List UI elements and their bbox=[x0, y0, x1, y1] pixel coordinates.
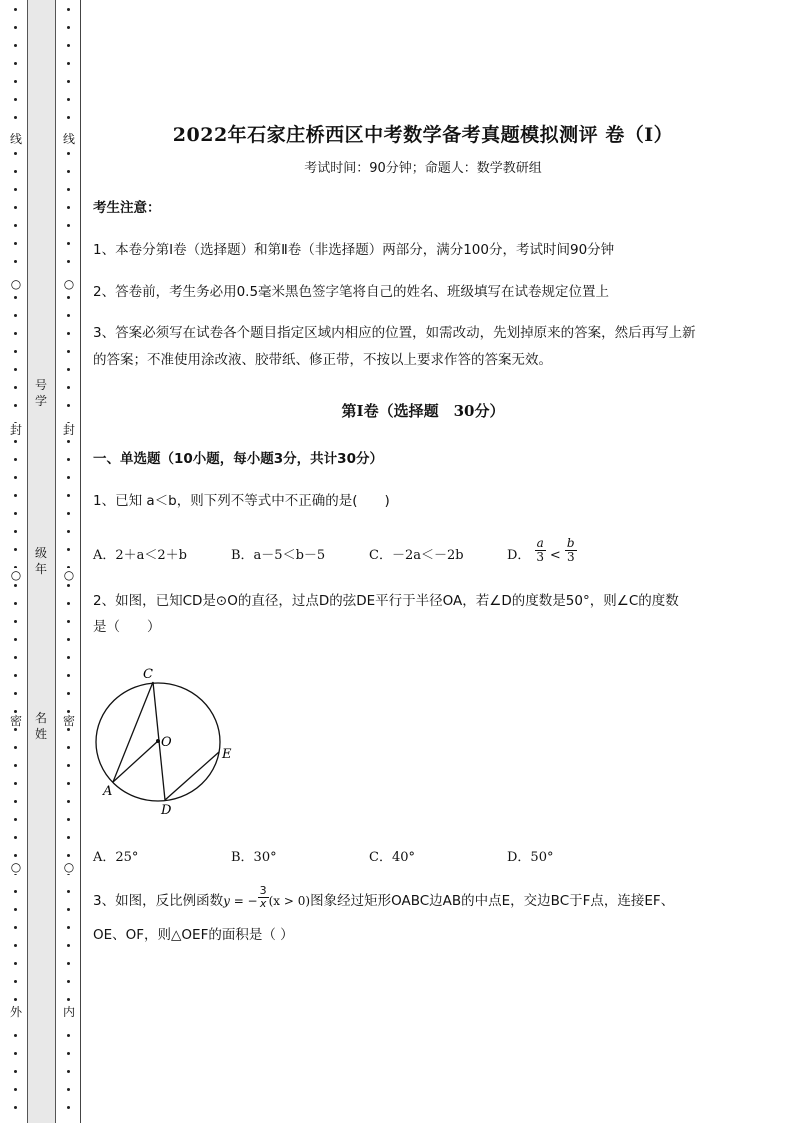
binding-dot bbox=[14, 8, 17, 11]
q3-frac-num: 3 bbox=[259, 883, 267, 897]
exam-subtitle: 考试时间：90分钟；命题人：数学教研组 bbox=[304, 161, 542, 176]
binding-dot bbox=[14, 152, 17, 155]
binding-dot bbox=[67, 1034, 70, 1037]
binding-dot bbox=[14, 980, 17, 983]
binding-dot bbox=[67, 746, 70, 749]
binding-dot bbox=[14, 638, 17, 641]
outer-char-xian: 线 bbox=[9, 132, 22, 146]
q2-label-o: O bbox=[161, 735, 172, 750]
inner-dotted-line bbox=[63, 0, 75, 1123]
binding-dot bbox=[67, 854, 70, 857]
binding-dot bbox=[67, 296, 70, 299]
binding-dot bbox=[67, 674, 70, 677]
binding-dot bbox=[14, 764, 17, 767]
q2-chord-ca bbox=[113, 682, 153, 782]
binding-dot bbox=[67, 98, 70, 101]
binding-dot bbox=[14, 890, 17, 893]
binding-dot bbox=[14, 170, 17, 173]
q1-option-d-label: D． bbox=[507, 548, 531, 563]
q2-option-d: D．50° bbox=[507, 850, 554, 865]
binding-dot bbox=[67, 584, 70, 587]
binding-dot bbox=[67, 1052, 70, 1055]
binding-dot bbox=[14, 746, 17, 749]
binding-dot bbox=[67, 476, 70, 479]
q3-stem-line1 bbox=[93, 883, 753, 915]
binding-dot bbox=[14, 944, 17, 947]
outer-circle-1: ○ bbox=[10, 277, 22, 291]
q3-stem-line2: OE、OF，则△OEF的面积是（ ） bbox=[93, 927, 294, 943]
binding-dot bbox=[67, 170, 70, 173]
binding-dot bbox=[14, 44, 17, 47]
q1-stem: 1、已知 a＜b，则下列不等式中不正确的是( ) bbox=[93, 493, 390, 509]
q2-label-e: E bbox=[222, 747, 232, 762]
binding-dot bbox=[67, 188, 70, 191]
q2-circle-figure bbox=[93, 660, 243, 820]
q2-option-c: C．40° bbox=[369, 850, 415, 865]
binding-dot bbox=[14, 296, 17, 299]
binding-dot bbox=[67, 224, 70, 227]
binding-dot bbox=[14, 998, 17, 1001]
q1-frac-b-num: b bbox=[566, 536, 575, 550]
binding-dot bbox=[67, 728, 70, 731]
inner-char-mi: 密 bbox=[62, 714, 75, 728]
outer-circle-3: ○ bbox=[10, 860, 22, 874]
binding-dot bbox=[67, 8, 70, 11]
inner-char-nei: 内 bbox=[62, 1005, 75, 1019]
inner-circle-1: ○ bbox=[63, 277, 75, 291]
binding-dot bbox=[67, 926, 70, 929]
q2-label-d: D bbox=[161, 803, 172, 818]
binding-dot bbox=[14, 656, 17, 659]
notice-item-3-line1: 3、答案必须写在试卷各个题目指定区域内相应的位置，如需改动，先划掉原来的答案，然后再写上新 bbox=[93, 325, 696, 341]
binding-dot bbox=[67, 998, 70, 1001]
binding-dot bbox=[14, 62, 17, 65]
q1-frac-a-den: 3 bbox=[536, 550, 544, 564]
binding-dot bbox=[14, 836, 17, 839]
outer-char-wai: 外 bbox=[9, 1005, 22, 1019]
exam-title: 2022年石家庄桥西区中考数学备考真题模拟测评 卷（Ⅰ） bbox=[172, 124, 674, 146]
binding-dot bbox=[67, 116, 70, 119]
binding-dot bbox=[14, 962, 17, 965]
binding-dot bbox=[14, 1088, 17, 1091]
q3-stem-post: 图象经过矩形OABC边AB的中点E，交边BC于F点，连接EF、 bbox=[310, 893, 675, 909]
binding-dot bbox=[14, 80, 17, 83]
q1-option-c: C．－2a＜－2b bbox=[369, 548, 464, 563]
binding-dot bbox=[14, 386, 17, 389]
binding-dot bbox=[67, 962, 70, 965]
binding-dot bbox=[67, 494, 70, 497]
inner-char-feng: 封 bbox=[62, 423, 75, 437]
binding-dot bbox=[14, 782, 17, 785]
q1-option-d-fraction-a bbox=[535, 537, 546, 564]
q2-label-c: C bbox=[143, 667, 153, 682]
binding-dot bbox=[67, 512, 70, 515]
binding-dot bbox=[14, 854, 17, 857]
section1-heading: 一、单选题（10小题，每小题3分，共计30分） bbox=[93, 451, 383, 467]
q2-option-b: B．30° bbox=[231, 850, 277, 865]
q3-frac-den: x bbox=[259, 896, 267, 910]
binding-dot bbox=[14, 458, 17, 461]
binding-dot bbox=[67, 404, 70, 407]
binding-dot bbox=[67, 1070, 70, 1073]
binding-dot bbox=[14, 674, 17, 677]
outer-char-feng: 封 bbox=[9, 423, 22, 437]
binding-dot bbox=[14, 224, 17, 227]
binding-dot bbox=[14, 800, 17, 803]
notice-item-3-line2: 的答案；不准使用涂改液、胶带纸、修正带，不按以上要求作答的答案无效。 bbox=[93, 352, 552, 368]
binding-dot bbox=[14, 314, 17, 317]
binding-dot bbox=[67, 638, 70, 641]
binding-dot bbox=[14, 1106, 17, 1109]
notice-heading: 考生注意： bbox=[93, 200, 161, 216]
binding-dot bbox=[67, 980, 70, 983]
q2-center-point bbox=[156, 739, 160, 743]
binding-dot bbox=[67, 350, 70, 353]
binding-dot bbox=[67, 782, 70, 785]
binding-dot bbox=[67, 332, 70, 335]
binding-dot bbox=[14, 692, 17, 695]
binding-dot bbox=[67, 368, 70, 371]
q1-option-d-fraction-b bbox=[565, 537, 577, 564]
binding-dot bbox=[67, 26, 70, 29]
binding-dot bbox=[67, 890, 70, 893]
q1-frac-a-num: a bbox=[536, 536, 544, 550]
inner-circle-2: ○ bbox=[63, 568, 75, 582]
q1-option-b: B．a－5＜b－5 bbox=[231, 548, 326, 563]
binding-dot bbox=[67, 764, 70, 767]
binding-dot bbox=[67, 314, 70, 317]
binding-dot bbox=[14, 188, 17, 191]
binding-dot bbox=[14, 98, 17, 101]
binding-dot bbox=[14, 926, 17, 929]
q3-function: y = − bbox=[223, 894, 258, 908]
binding-rule bbox=[80, 0, 81, 1123]
inner-circle-3: ○ bbox=[63, 860, 75, 874]
notice-item-1: 1、本卷分第Ⅰ卷（选择题）和第Ⅱ卷（非选择题）两部分，满分100分，考试时间90分钟 bbox=[93, 242, 615, 258]
binding-dot bbox=[67, 1088, 70, 1091]
binding-dot bbox=[14, 206, 17, 209]
binding-dot bbox=[67, 818, 70, 821]
binding-dot bbox=[14, 368, 17, 371]
binding-dot bbox=[67, 44, 70, 47]
binding-dot bbox=[67, 908, 70, 911]
binding-dot bbox=[67, 242, 70, 245]
q2-chord-de bbox=[165, 752, 219, 800]
binding-dot bbox=[14, 1052, 17, 1055]
binding-dot bbox=[67, 530, 70, 533]
binding-dot bbox=[14, 332, 17, 335]
outer-char-mi: 密 bbox=[9, 714, 22, 728]
binding-dot bbox=[67, 458, 70, 461]
q2-stem-line2: 是（ ） bbox=[93, 619, 161, 635]
binding-dot bbox=[14, 908, 17, 911]
binding-dot bbox=[14, 242, 17, 245]
q2-option-a: A．25° bbox=[93, 850, 139, 865]
binding-dot bbox=[14, 1070, 17, 1073]
inner-char-xian: 线 bbox=[62, 132, 75, 146]
binding-dot bbox=[67, 800, 70, 803]
binding-dot bbox=[14, 602, 17, 605]
binding-dot bbox=[67, 602, 70, 605]
binding-dot bbox=[67, 548, 70, 551]
binding-dot bbox=[67, 620, 70, 623]
q2-label-a: A bbox=[103, 784, 113, 799]
name-label: 名 姓 bbox=[34, 711, 47, 741]
binding-dot bbox=[14, 1034, 17, 1037]
q1-option-d-lt: < bbox=[549, 548, 561, 563]
binding-dot bbox=[14, 26, 17, 29]
q1-option-a: A．2＋a＜2＋b bbox=[93, 548, 188, 563]
q2-radius-oa bbox=[113, 741, 158, 782]
binding-dot bbox=[14, 404, 17, 407]
student-id-label: 号 学 bbox=[34, 378, 47, 408]
q3-fraction bbox=[258, 885, 269, 910]
binding-dot bbox=[67, 260, 70, 263]
binding-dot bbox=[14, 584, 17, 587]
binding-dot bbox=[67, 152, 70, 155]
q3-stem-pre: 3、如图，反比例函数 bbox=[93, 893, 224, 909]
binding-dot bbox=[67, 80, 70, 83]
binding-dot bbox=[14, 476, 17, 479]
notice-item-2: 2、答卷前，考生务必用0.5毫米黑色签字笔将自己的姓名、班级填写在试卷规定位置上 bbox=[93, 284, 610, 300]
part1-title: 第Ⅰ卷（选择题 30分） bbox=[341, 402, 505, 420]
outer-circle-2: ○ bbox=[10, 568, 22, 582]
binding-dot bbox=[67, 944, 70, 947]
binding-dot bbox=[67, 692, 70, 695]
binding-dot bbox=[14, 116, 17, 119]
binding-dot bbox=[14, 512, 17, 515]
binding-dot bbox=[14, 494, 17, 497]
binding-dot bbox=[14, 350, 17, 353]
binding-dot bbox=[67, 440, 70, 443]
binding-dot bbox=[14, 818, 17, 821]
binding-dot bbox=[14, 530, 17, 533]
binding-dot bbox=[14, 440, 17, 443]
binding-dot bbox=[14, 620, 17, 623]
class-label: 级 年 bbox=[34, 546, 47, 576]
q3-condition: (x > 0) bbox=[268, 894, 311, 908]
binding-dot bbox=[67, 62, 70, 65]
binding-dot bbox=[14, 548, 17, 551]
binding-dot bbox=[67, 836, 70, 839]
outer-dotted-line bbox=[10, 0, 22, 1123]
binding-dot bbox=[14, 710, 17, 713]
binding-dot bbox=[67, 656, 70, 659]
binding-dot bbox=[67, 386, 70, 389]
binding-dot bbox=[14, 260, 17, 263]
binding-dot bbox=[14, 728, 17, 731]
q1-frac-b-den: 3 bbox=[566, 550, 575, 564]
binding-dot bbox=[67, 710, 70, 713]
q2-stem-line1: 2、如图，已知CD是⊙O的直径，过点D的弦DE平行于半径OA，若∠D的度数是50°，则∠C的度数 bbox=[93, 593, 679, 609]
binding-dot bbox=[67, 1106, 70, 1109]
binding-dot bbox=[67, 206, 70, 209]
q1-option-d bbox=[507, 536, 577, 564]
